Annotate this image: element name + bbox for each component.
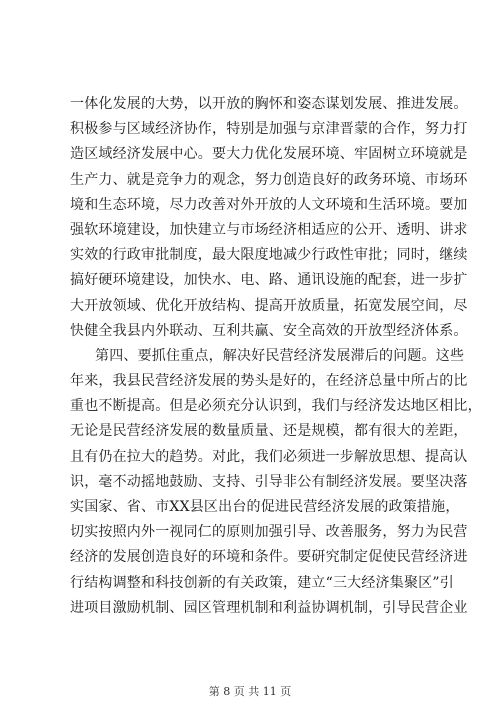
text-line: 第四、要抓住重点，解决好民营经济发展滞后的问题。这些 [95,347,465,364]
paragraph-1 [70,92,468,344]
text-line: 造区域经济发展中心。要大力优化发展环境、牢固树立环境就是 [70,146,468,163]
text-line: 实效的行政审批制度，最大限度地减少行政性审批；同时，继续 [70,247,468,264]
text-line: 切实按照内外一视同仁的原则加强引导、改善服务，努力为民营 [70,524,468,541]
text-line: 且有仍在拉大的趋势。对此，我们必须进一步解放思想、提高认 [70,448,468,465]
text-line: 重也不断提高。但是必须充分认识到，我们与经济发达地区相比， [70,398,482,415]
text-line: 识，毫不动摇地鼓励、支持、引导非公有制经济发展。要坚决落 [70,473,468,490]
text-line: 无论是民营经济发展的数量质量、还是规模，都有很大的差距， [70,423,468,440]
text-line: 积极参与区域经济协作，特别是加强与京津晋蒙的合作，努力打 [70,121,468,138]
paragraph-2 [70,344,482,621]
text-line: 一体化发展的大势，以开放的胸怀和姿态谋划发展、推进发展。 [70,96,468,112]
text-line: 行结构调整和科技创新的有关政策，建立“三大经济集聚区”引 [70,574,454,591]
text-line: 生产力、就是竞争力的观念，努力创造良好的政务环境、市场环 [70,171,468,188]
body-text [70,92,482,621]
text-line: 搞好硬环境建设，加快水、电、路、通讯设施的配套，进一步扩 [70,272,468,289]
text-line: 年来，我县民营经济发展的势头是好的，在经济总量中所占的比 [70,373,468,390]
text-line: 大开放领域、优化开放结构、提高开放质量，拓宽发展空间，尽 [70,297,468,314]
text-line: 经济的发展创造良好的环境和条件。要研究制定促使民营经济进 [70,549,468,566]
page-footer: 第 8 页 共 11 页 [208,685,292,698]
text-line: 快健全我县内外联动、互利共赢、安全高效的开放型经济体系。 [70,322,468,339]
text-line: 进项目激励机制、园区管理机制和利益协调机制，引导民营企业 [70,599,468,616]
text-line: 境和生态环境，尽力改善对外开放的人文环境和生活环境。要加 [70,196,468,213]
text-line: 实国家、省、市XX县区出台的促进民营经济发展的政策措施， [70,499,460,515]
text-line: 强软环境建设，加快建立与市场经济相适应的公开、透明、讲求 [70,221,468,238]
